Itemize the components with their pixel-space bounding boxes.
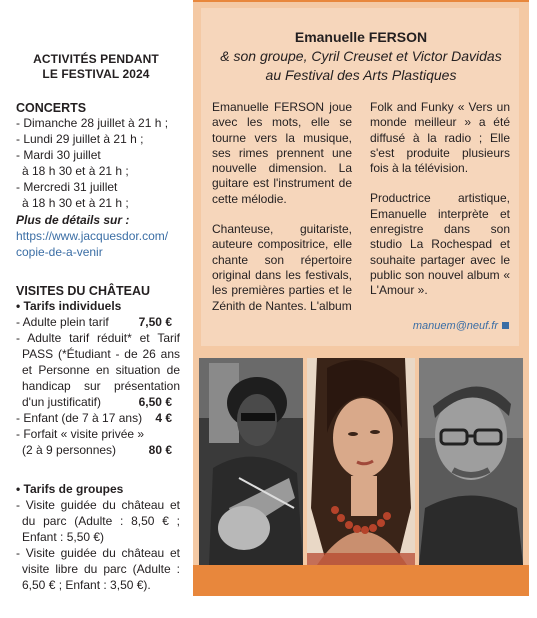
bio-paragraph: Emanuelle FERSON joue avec les mots, elle se tourne vers la musique, ses rimes prennent une nouvelle dimension. La guitare est l'instrument de cette mélodie. — [212, 100, 352, 206]
rate-reduced-line: handicap sur présentation — [22, 379, 180, 393]
concert-time: à 18 h 30 et à 21 h ; — [22, 164, 129, 178]
rate-private-line: - Forfait « visite privée » — [16, 427, 145, 441]
rate-label: (2 à 9 personnes) — [22, 443, 117, 457]
bio-paragraph: Folk and Funky « Vers un monde meilleur » a été diffusé à la radio ; Elle s'est produite plusieurs fois à la télévision. — [370, 100, 510, 176]
rate-label: d'un justificatif) — [22, 395, 101, 409]
rate-private — [22, 443, 186, 458]
photo-man-glasses — [419, 358, 523, 565]
text-column-2 — [370, 100, 510, 299]
end-square-icon — [502, 322, 509, 329]
rate-reduced — [22, 395, 186, 410]
rate-child — [16, 411, 180, 426]
concert-date: - Lundi 29 juillet à 21 h ; — [16, 132, 144, 146]
activities-heading-line1: ACTIVITÉS PENDANT — [33, 52, 159, 66]
panel-top-border — [193, 0, 529, 2]
details-label: Plus de détails sur : — [16, 213, 130, 227]
rate-reduced-line: - Adulte tarif réduit* et Tarif — [16, 331, 180, 345]
photo-singer — [307, 358, 415, 565]
rate-price: 80 € — [148, 443, 172, 457]
artist-title: Emanuelle FERSON — [294, 29, 428, 45]
rate-price: 6,50 € — [138, 395, 172, 409]
individual-rates-title: • Tarifs individuels — [16, 299, 122, 313]
group-rates-title: • Tarifs de groupes — [16, 482, 124, 496]
text-column-1 — [212, 100, 352, 314]
concert-date: - Mardi 30 juillet — [16, 148, 101, 162]
concert-date: - Mercredi 31 juillet — [16, 180, 118, 194]
group-rate-line: visite libre du parc (Adulte : — [22, 562, 180, 576]
rate-reduced-line: PASS (*Étudiant - de 26 ans — [22, 347, 180, 361]
concert-time: à 18 h 30 et à 21 h ; — [22, 196, 129, 210]
rate-price: 7,50 € — [138, 315, 172, 329]
contact-email[interactable] — [413, 320, 509, 332]
activities-heading-line2: LE FESTIVAL 2024 — [42, 67, 150, 81]
rate-adult-full — [16, 315, 180, 330]
group-rate-line: du parc (Adulte : 8,50 € ; — [22, 514, 180, 528]
rate-price: 4 € — [155, 411, 172, 425]
visits-title: VISITES DU CHÂTEAU — [16, 284, 151, 298]
group-rate-line: - Visite guidée du château et — [16, 498, 180, 512]
photo-guitarist — [199, 358, 303, 565]
details-link[interactable]: https://www.jacquesdor.com/ — [16, 229, 169, 243]
artist-subtitle: & son groupe, Cyril Creuset et Victor Davidas — [220, 48, 502, 64]
bio-paragraph: Chanteuse, guitariste, auteure compositrice, elle chante son répertoire original dans les festivals, les premières parties et le Zénith de Nantes. L'album — [212, 222, 352, 313]
details-link[interactable]: copie-de-a-venir — [16, 245, 103, 259]
artist-subtitle: au Festival des Arts Plastiques — [265, 67, 457, 83]
artist-panel — [193, 0, 529, 596]
group-rate-line: - Visite guidée du château et — [16, 546, 180, 560]
email-text[interactable]: manuem@neuf.fr — [412, 320, 498, 332]
concerts-title: CONCERTS — [16, 101, 87, 115]
concert-date: - Dimanche 28 juillet à 21 h ; — [16, 116, 169, 130]
group-rate-line: 6,50 € ; Enfant : 3,50 €). — [22, 578, 151, 592]
rate-reduced-line: et Personne en situation de — [22, 363, 180, 377]
rate-label: - Adulte plein tarif — [16, 315, 109, 329]
group-rate-line: Enfant : 5,50 €) — [22, 530, 105, 544]
rate-label: - Enfant (de 7 à 17 ans) — [16, 411, 143, 425]
panel-bottom-band — [193, 565, 529, 596]
left-column — [0, 0, 190, 618]
bio-paragraph: Productrice artistique, Emanuelle interprète et enregistre dans son studio La Rochespad et souhaite partager avec le public son nouvel album « L'Amour ». — [370, 191, 510, 298]
